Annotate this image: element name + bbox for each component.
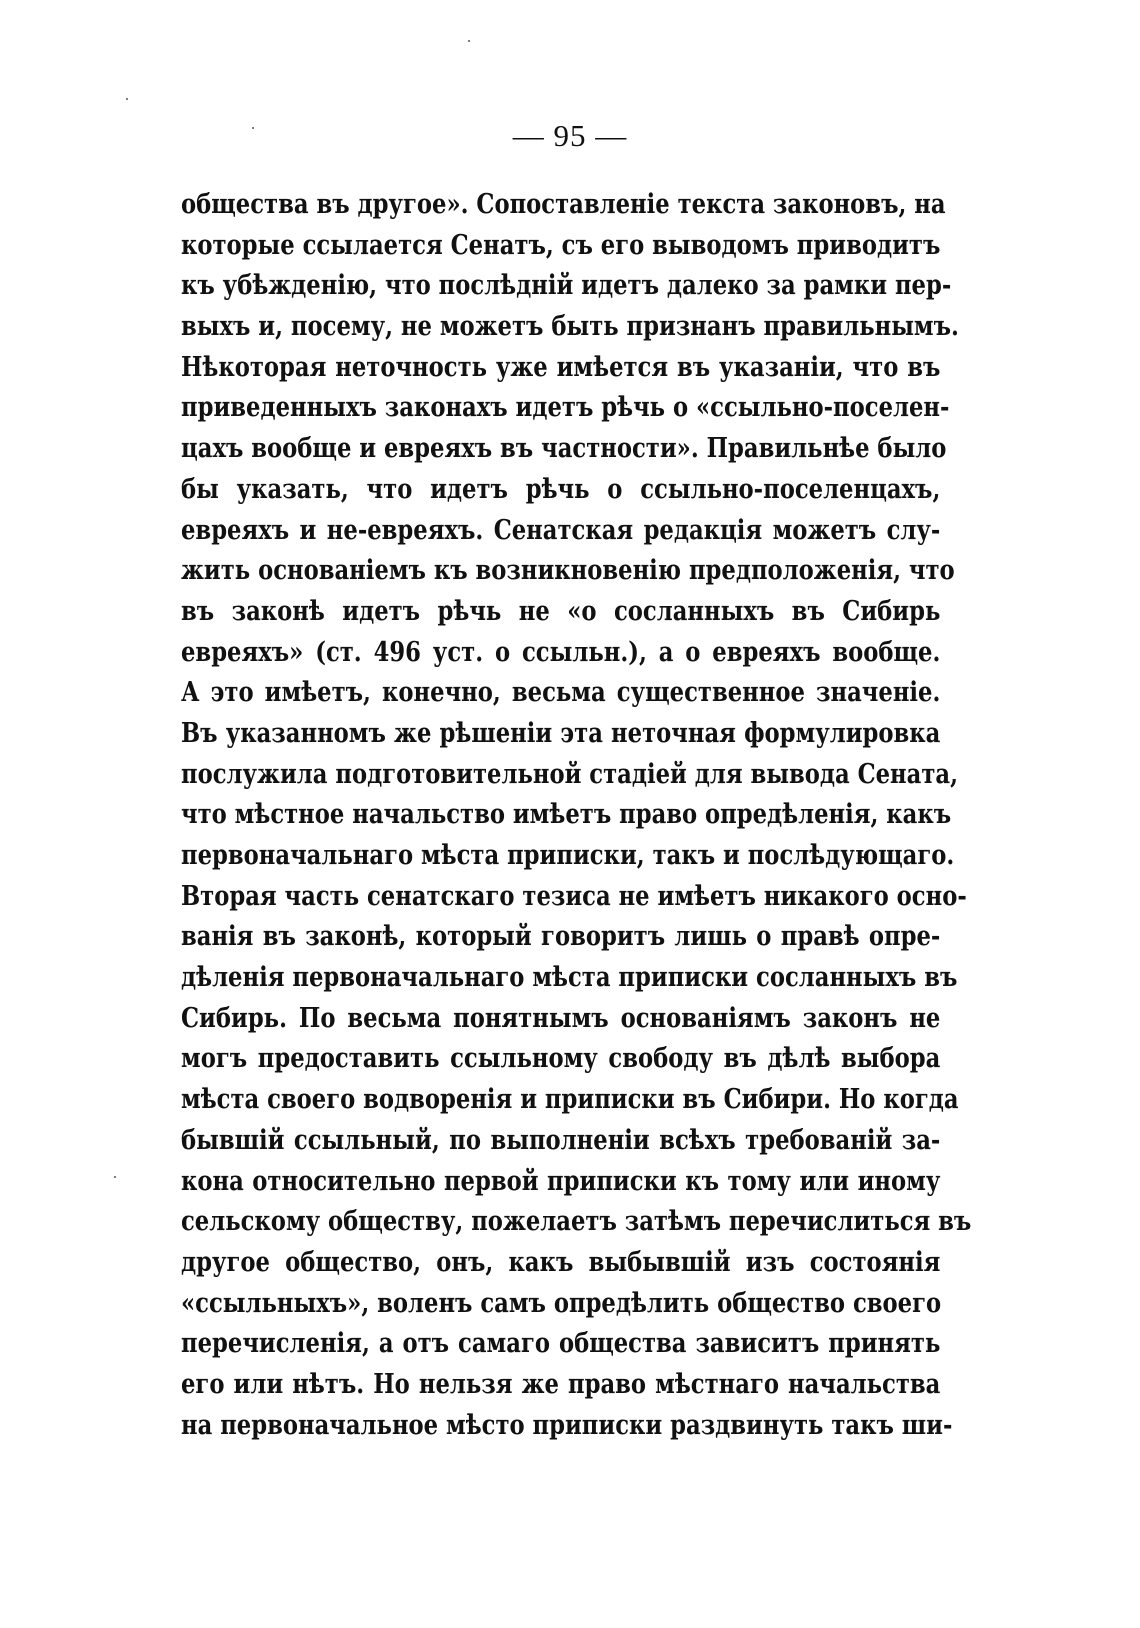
text-line: первоначальнаго мѣста приписки, такъ и послѣдующаго.	[181, 840, 955, 871]
text-line: евреяхъ» (ст. 496 уст. о ссыльн.), а о евреяхъ вообще.	[181, 636, 941, 668]
text-line: приведенныхъ законахъ идетъ рѣчь о «ссыльно-поселен-	[181, 392, 950, 424]
text-line: цахъ вообще и евреяхъ въ частности». Правильнѣе было	[181, 433, 947, 465]
text-line: въ законѣ идетъ рѣчь не «о сосланныхъ въ Сибирь	[181, 595, 941, 627]
text-line: Нѣкоторая неточность уже имѣется въ указаніи, что въ	[181, 351, 941, 383]
text-line: перечисленія, а отъ самаго общества зависитъ принять	[181, 1328, 941, 1360]
text-line: А это имѣетъ, конечно, весьма существенное значеніе.	[181, 677, 941, 709]
text-line: другое общество, онъ, какъ выбывшій изъ состоянія	[181, 1246, 941, 1278]
text-line: мѣста своего водворенія и приписки въ Сибири. Но когда	[181, 1084, 959, 1116]
text-line: Вторая часть сенатскаго тезиса не имѣетъ никакого осно-	[181, 880, 967, 912]
text-line: которые ссылается Сенатъ, съ его выводомъ приводитъ	[181, 229, 941, 261]
text-line: сельскому обществу, пожелаетъ затѣмъ перечислиться въ	[181, 1206, 972, 1238]
text-line: послужила подготовительной стадіей для вывода Сената,	[181, 758, 959, 790]
text-line: къ убѣжденію, что послѣдній идетъ далеко за рамки пер-	[181, 270, 952, 302]
text-line: общества въ другое». Сопоставленіе текста законовъ, на	[181, 189, 946, 220]
text-line: выхъ и, посему, не можетъ быть признанъ правильнымъ.	[181, 311, 959, 343]
text-line: что мѣстное начальство имѣетъ право опредѣленія, какъ	[181, 799, 952, 831]
text-line: могъ предоставить ссыльному свободу въ дѣлѣ выбора	[181, 1043, 941, 1075]
text-line: ванія въ законѣ, который говоритъ лишь о правѣ опре-	[181, 921, 941, 953]
text-line: жить основаніемъ къ возникновенію предположенія, что	[181, 555, 955, 587]
text-line: кона относительно первой приписки къ тому или иному	[181, 1165, 941, 1197]
text-line: дѣленія первоначальнаго мѣста приписки сосланныхъ въ	[181, 962, 958, 994]
text-line: «ссыльныхъ», воленъ самъ опредѣлить общество своего	[181, 1287, 942, 1319]
paper-speck	[114, 1176, 116, 1178]
paper-speck	[126, 98, 128, 100]
body-text	[181, 185, 972, 1446]
paper-speck	[468, 40, 470, 42]
text-line: его или нѣтъ. Но нельзя же право мѣстнаго начальства	[181, 1368, 941, 1400]
text-line: бы указать, что идетъ рѣчь о ссыльно-поселенцахъ,	[181, 473, 941, 505]
text-line: на первоначальное мѣсто приписки раздвинуть такъ ши-	[181, 1409, 953, 1441]
text-line: Въ указанномъ же рѣшеніи эта неточная формулировка	[181, 717, 941, 749]
text-line: бывшій ссыльный, по выполненіи всѣхъ требованій за-	[181, 1124, 941, 1156]
page-number: — 95 —	[512, 118, 628, 153]
text-line: Сибирь. По весьма понятнымъ основаніямъ законъ не	[181, 1002, 941, 1034]
text-line: евреяхъ и не-евреяхъ. Сенатская редакція можетъ слу-	[181, 514, 941, 546]
